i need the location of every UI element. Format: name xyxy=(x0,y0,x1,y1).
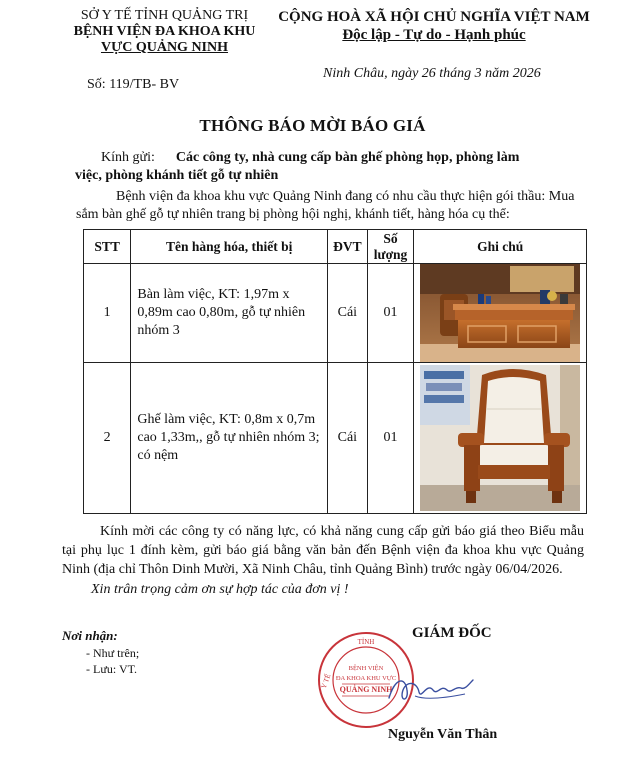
issue-date: Ninh Châu, ngày 26 tháng 3 năm 2026 xyxy=(323,66,541,81)
recipient-block xyxy=(75,149,581,185)
intro-paragraph: Bệnh viện đa khoa khu vực Quảng Ninh đang có nhu cầu thực hiện gói thầu: Mua sắm bàn ghế gỗ tự nhiên trang bị phòng hội nghị, khánh tiết, hàng hóa cụ thể: xyxy=(76,189,575,222)
row-unit: Cái xyxy=(328,264,368,363)
signer-position: GIÁM ĐỐC xyxy=(412,625,492,641)
national-motto: Độc lập - Tự do - Hạnh phúc xyxy=(342,27,526,43)
recipients-item: - Như trên; xyxy=(86,646,140,660)
stamp-text-line1: BỆNH VIỆN xyxy=(348,665,384,672)
recipients-title: Nơi nhận: xyxy=(62,628,118,643)
hospital-name-line2-text: VỰC QUẢNG NINH xyxy=(100,40,229,55)
hospital-name-line2 xyxy=(52,40,277,56)
stamp-text-left: Y TẾ xyxy=(319,672,333,690)
row-unit: Cái xyxy=(328,363,368,514)
ministry-name: SỞ Y TẾ TỈNH QUẢNG TRỊ xyxy=(80,8,249,23)
country-name: CỘNG HOÀ XÃ HỘI CHỦ NGHĨA VIỆT NAM xyxy=(278,9,590,25)
recipient-line2: việc, phòng khánh tiết gỗ tự nhiên xyxy=(75,168,279,183)
document-number-value: 119/TB- BV xyxy=(109,77,180,92)
row-stt: 2 xyxy=(84,363,131,514)
stamp-text-line3: QUẢNG NINH xyxy=(339,685,393,694)
handwritten-signature xyxy=(385,668,475,708)
issuing-agency-block xyxy=(52,8,277,56)
row-note xyxy=(414,264,587,363)
table-row xyxy=(84,363,587,514)
table-header-row xyxy=(84,230,587,264)
national-header-block xyxy=(275,8,593,44)
thanks-line: Xin trân trọng cảm ơn sự hợp tác của đơn vị ! xyxy=(91,582,349,597)
closing-paragraph: Kính mời các công ty có năng lực, có khả năng cung cấp gửi báo giá theo Biểu mẫu tại phụ lục 1 đính kèm, gửi báo giá bằng văn bản đến Bệnh viện đa khoa khu vực Quảng Ninh (địa chỉ Thôn Dinh Mười, Xã Ninh Châu, tỉnh Quảng Bình) trước ngày 06/04/2026. xyxy=(62,524,584,577)
wooden-armchair-photo xyxy=(420,365,580,511)
recipient-line1: Các công ty, nhà cung cấp bàn ghế phòng họp, phòng làm xyxy=(175,150,520,165)
header-quantity-line2: lượng xyxy=(373,246,408,262)
document-number-label: Số: xyxy=(87,77,106,92)
document-title: THÔNG BÁO MỜI BÁO GIÁ xyxy=(199,116,426,135)
header-note: Ghi chú xyxy=(414,230,587,264)
signer-name: Nguyễn Văn Thân xyxy=(388,727,498,742)
row-item-name: Ghế làm việc, KT: 0,8m x 0,7m cao 1,33m,, gỗ tự nhiên nhóm 3; có nệm xyxy=(131,363,328,514)
goods-table xyxy=(83,229,587,514)
hospital-name-line1: BỆNH VIỆN ĐA KHOA KHU xyxy=(73,24,256,39)
wooden-desk-photo xyxy=(420,264,580,362)
header-stt: STT xyxy=(84,230,131,264)
recipient-label: Kính gửi: xyxy=(101,150,155,165)
row-note xyxy=(414,363,587,514)
row-item-name: Bàn làm việc, KT: 1,97m x 0,89m cao 0,80m, gỗ tự nhiên nhóm 3 xyxy=(131,264,328,363)
header-name: Tên hàng hóa, thiết bị xyxy=(131,230,328,264)
header-unit: ĐVT xyxy=(328,230,368,264)
header-quantity xyxy=(367,230,414,264)
table-row xyxy=(84,264,587,363)
stamp-text-top: TỈNH xyxy=(357,638,375,646)
row-stt: 1 xyxy=(84,264,131,363)
document-number xyxy=(87,77,179,93)
row-quantity: 01 xyxy=(367,363,414,514)
recipients-item: - Lưu: VT. xyxy=(86,662,138,676)
header-quantity-line1: Số xyxy=(383,230,398,246)
stamp-text-line2: ĐA KHOA KHU VỰC xyxy=(335,675,397,682)
row-quantity: 01 xyxy=(367,264,414,363)
